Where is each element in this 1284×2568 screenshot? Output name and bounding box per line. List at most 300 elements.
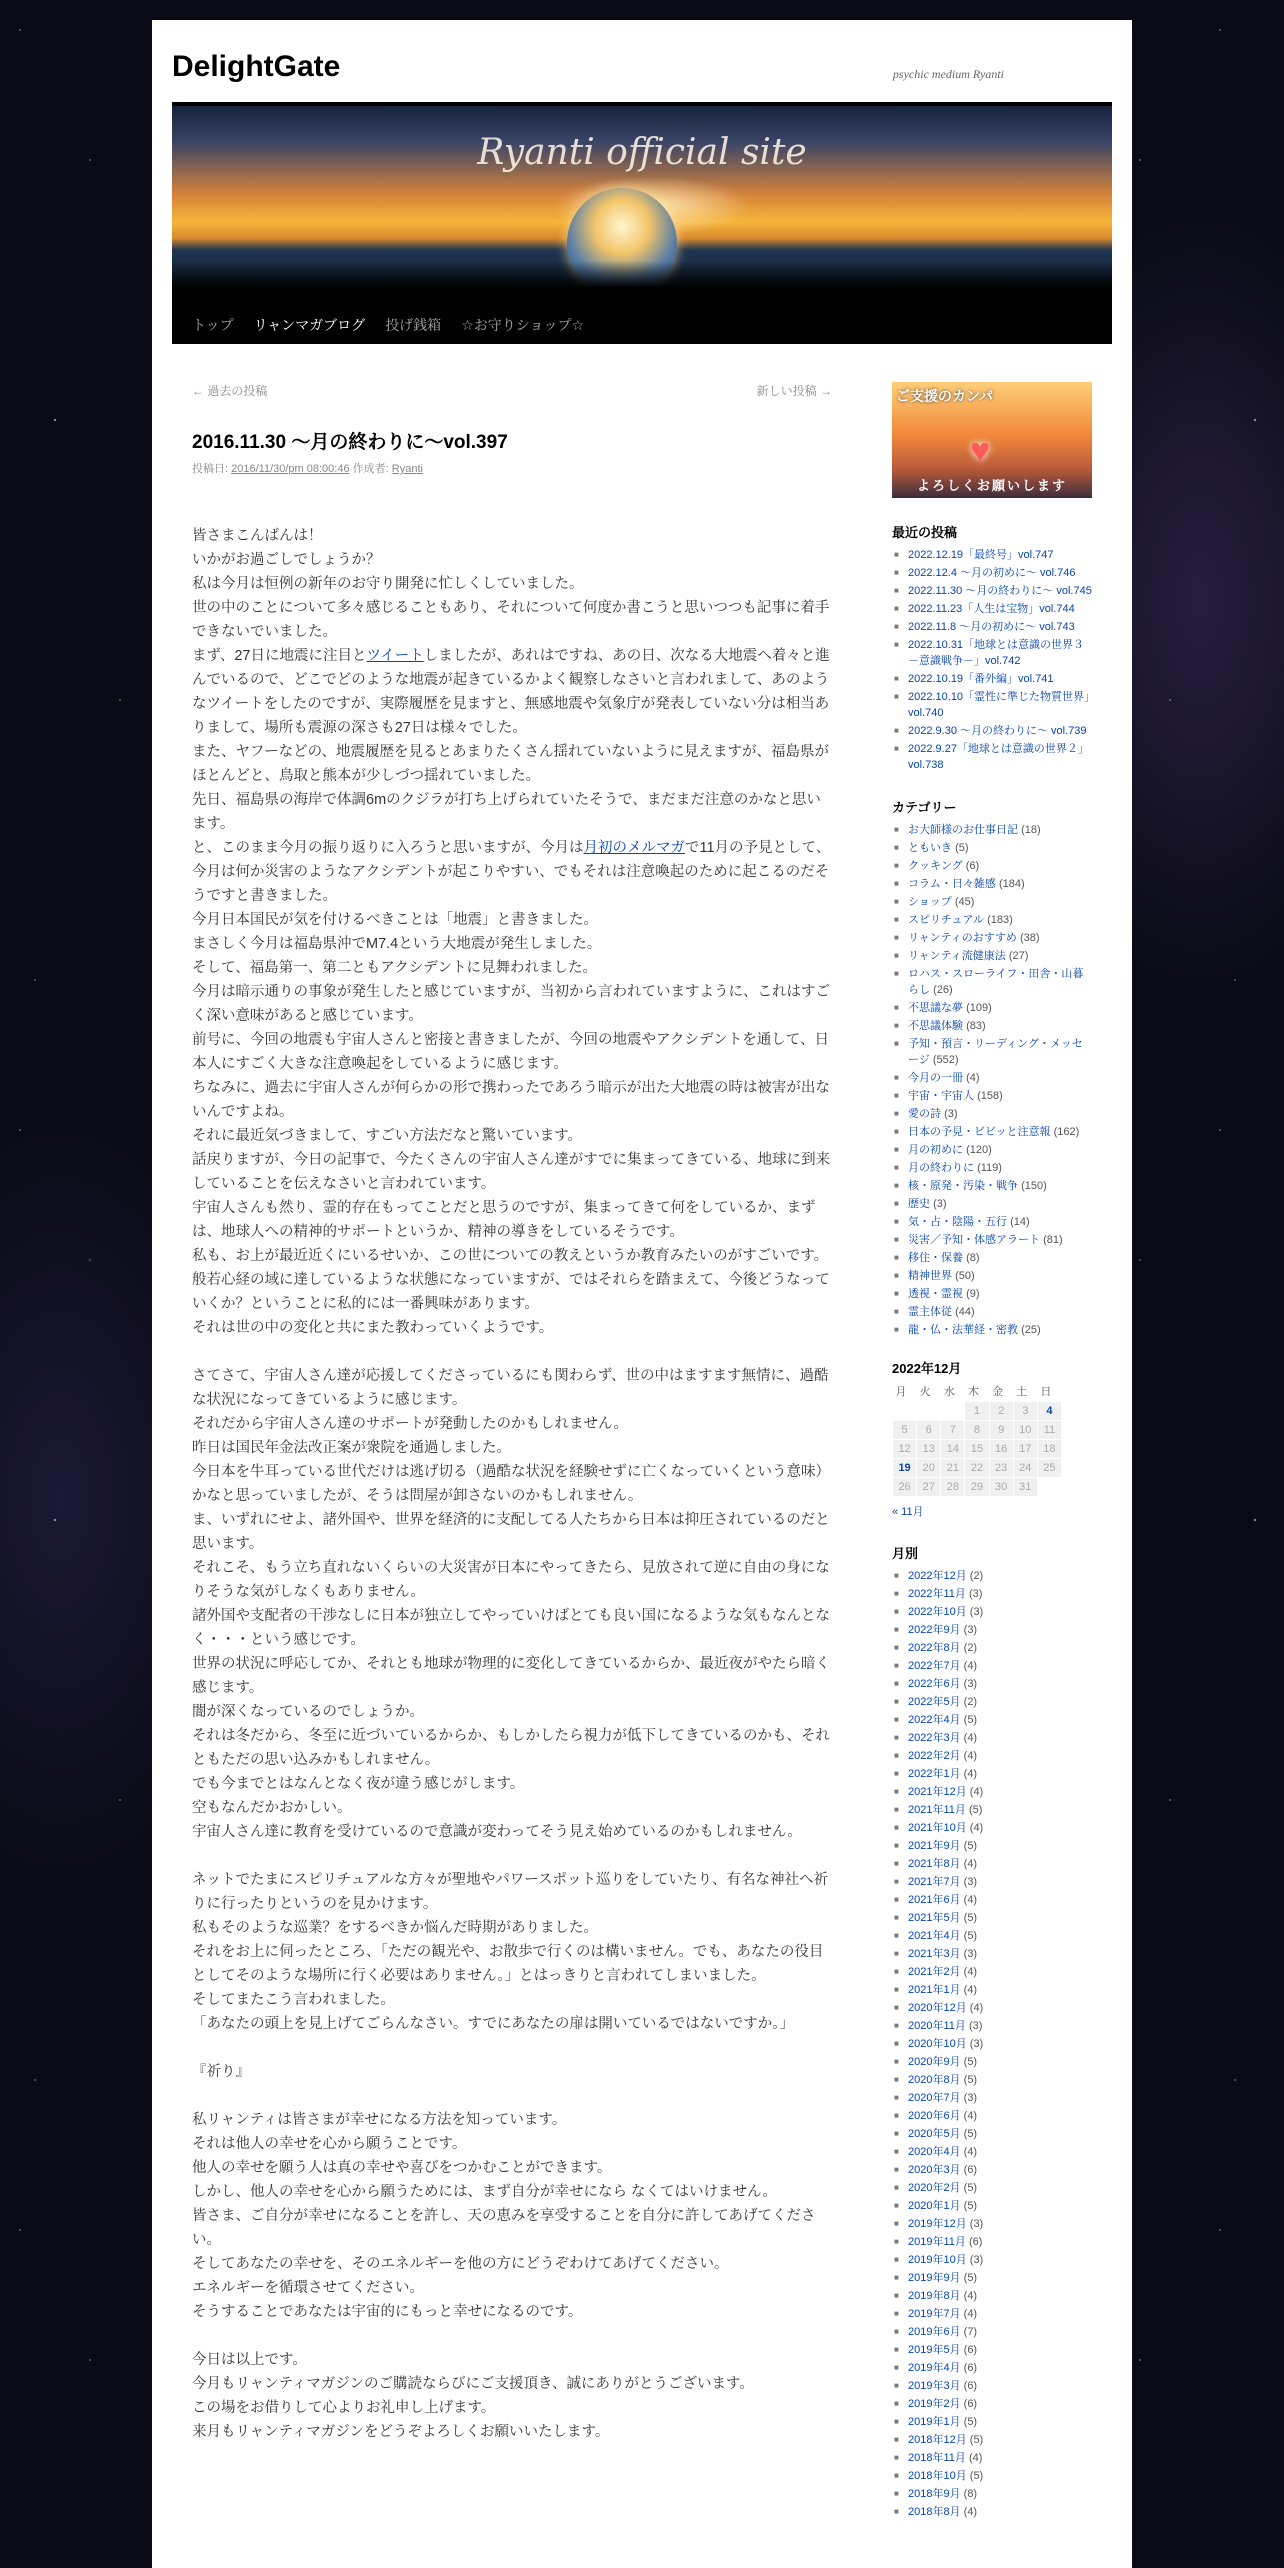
category-link[interactable]: 霊主体従 xyxy=(908,1306,952,1318)
archive-item xyxy=(892,2288,1092,2304)
archive-link[interactable]: 2022年2月 xyxy=(908,1750,961,1762)
category-link[interactable]: 予知・預言・リーディング・メッセージ xyxy=(908,1038,1083,1066)
donation-banner[interactable] xyxy=(892,382,1092,498)
archive-link[interactable]: 2022年3月 xyxy=(908,1732,961,1744)
calendar-day: 31 xyxy=(1013,1478,1037,1497)
paragraph-text: で11月の予見として、今月は何か災害のようなアクシデントが起こりやすい、でもそれは注意喚起のために起こるのだそうですと書きました。 xyxy=(192,840,831,904)
calendar-day: 17 xyxy=(1013,1440,1037,1459)
archive-link[interactable]: 2021年12月 xyxy=(908,1786,967,1798)
archive-item xyxy=(892,1982,1092,1998)
calendar-day: 25 xyxy=(1037,1459,1061,1478)
calendar-caption: 2022年12月 xyxy=(892,1361,962,1376)
archive-link[interactable]: 2020年3月 xyxy=(908,2164,961,2176)
archive-link[interactable]: 2021年2月 xyxy=(908,1966,961,1978)
archive-item xyxy=(892,1892,1092,1908)
category-link[interactable]: 龍・仏・法華経・密教 xyxy=(908,1324,1018,1336)
category-item xyxy=(892,1250,1092,1266)
archive-count: (4) xyxy=(963,1750,978,1762)
category-link[interactable]: 精神世界 xyxy=(908,1270,952,1282)
post-paragraph xyxy=(192,2084,832,2108)
calendar-day: 1 xyxy=(965,1402,989,1421)
calendar-day: 3 xyxy=(1013,1402,1037,1421)
post-paragraph: 他人の幸せを願う人は真の幸せや喜びをつかむことができます。 xyxy=(192,2160,612,2176)
category-item xyxy=(892,822,1092,838)
category-item xyxy=(892,930,1092,946)
sidebar xyxy=(892,382,1092,2522)
recent-post-link[interactable]: 2022.12.19「最終号」vol.747 xyxy=(908,549,1054,561)
archive-count: (4) xyxy=(963,1894,978,1906)
recent-post-link[interactable]: 2022.11.23「人生は宝物」vol.744 xyxy=(908,603,1075,615)
archive-link[interactable]: 2022年1月 xyxy=(908,1768,961,1780)
post-paragraph xyxy=(192,644,832,740)
author-link[interactable]: Ryanti xyxy=(391,463,423,475)
post-paragraph: そしてあなたの幸せを、そのエネルギーを他の方にどうぞわけてあげてください。 xyxy=(192,2256,729,2272)
category-link[interactable]: コラム・日々雑感 xyxy=(908,878,996,890)
category-count: (27) xyxy=(1008,950,1029,962)
archive-link[interactable]: 2021年4月 xyxy=(908,1930,961,1942)
archive-item xyxy=(892,2072,1092,2088)
calendar-empty-cell xyxy=(893,1402,917,1421)
calendar-day[interactable]: 19 xyxy=(893,1459,917,1478)
header-image-text: Ryanti official site xyxy=(477,132,807,173)
archive-count: (5) xyxy=(963,2416,978,2428)
paragraph-text: まず、27日に地震に注目と xyxy=(192,648,367,664)
category-item xyxy=(892,840,1092,856)
category-link[interactable]: ショップ xyxy=(908,896,952,908)
paragraph-text: と、このまま今月の振り返りに入ろうと思いますが、今月は xyxy=(192,840,584,856)
archive-item xyxy=(892,2144,1092,2160)
category-count: (9) xyxy=(966,1288,980,1300)
post-date-link[interactable]: 2016/11/30/pm 08:00:46 xyxy=(231,463,350,475)
category-count: (14) xyxy=(1010,1216,1030,1228)
archive-link[interactable]: 2020年12月 xyxy=(908,2002,967,2014)
recent-post-link[interactable]: 2022.11.30 ～月の終わりに～ vol.745 xyxy=(908,585,1092,597)
inline-link[interactable]: ツイート xyxy=(366,648,424,664)
archive-count: (3) xyxy=(963,2092,978,2104)
category-count: (44) xyxy=(955,1306,975,1318)
category-item xyxy=(892,966,1092,998)
author-label: 作成者: xyxy=(352,463,389,475)
archive-count: (2) xyxy=(963,1642,978,1654)
inline-link[interactable]: 月初のメルマガ xyxy=(583,840,685,856)
post-paragraph: 前号に、今回の地震も宇宙人さんと密接と書きましたが、今回の地震やアクシデントを通して、日本人にすごく大きな注意喚起をしているように感じます。 xyxy=(192,1032,829,1072)
calendar-day: 22 xyxy=(965,1459,989,1478)
category-link[interactable]: 核・原発・汚染・戦争 xyxy=(908,1180,1018,1192)
category-item xyxy=(892,876,1092,892)
archive-item xyxy=(892,2162,1092,2178)
post-paragraph: 話戻りますが、今日の記事で、今たくさんの宇宙人さん達がすでに集まってきている、地球に到来していることを伝えなさいと言われています。 xyxy=(192,1152,831,1192)
archive-count: (5) xyxy=(963,2182,978,2194)
archive-link[interactable]: 2022年5月 xyxy=(908,1696,961,1708)
archive-link[interactable]: 2019年9月 xyxy=(908,2272,961,2284)
category-item xyxy=(892,1178,1092,1194)
category-item xyxy=(892,1142,1092,1158)
archive-link[interactable]: 2021年11月 xyxy=(908,1804,966,1816)
archive-count: (6) xyxy=(963,2362,978,2374)
site-title[interactable]: DelightGate xyxy=(172,50,341,83)
calendar-day: 20 xyxy=(917,1459,941,1478)
archive-item xyxy=(892,2396,1092,2412)
category-count: (38) xyxy=(1019,932,1040,944)
archive-link[interactable]: 2022年6月 xyxy=(908,1678,961,1690)
archive-item xyxy=(892,1604,1092,1620)
calendar-day: 12 xyxy=(893,1440,917,1459)
category-count: (109) xyxy=(966,1002,992,1014)
post-paragraph: 私も、お上が最近近くにいるせいか、この世についての教えというか教育みたいのがすごいです。 xyxy=(192,1248,829,1264)
post-paragraph xyxy=(192,836,832,908)
menu-item-blog[interactable]: リャンマガブログ xyxy=(253,317,366,333)
menu-item-tip-box[interactable]: 投げ銭箱 xyxy=(385,317,442,333)
category-item xyxy=(892,1268,1092,1284)
archive-item xyxy=(892,1856,1092,1872)
archive-item xyxy=(892,2198,1092,2214)
calendar-day: 16 xyxy=(989,1440,1013,1459)
archive-link[interactable]: 2019年2月 xyxy=(908,2398,961,2410)
archive-count: (2) xyxy=(963,1696,978,1708)
archive-link[interactable]: 2022年7月 xyxy=(908,1660,961,1672)
calendar-day: 15 xyxy=(965,1440,989,1459)
category-link[interactable]: ロハス・スローライフ・田舎・山暮らし xyxy=(908,968,1084,996)
archive-item xyxy=(892,1784,1092,1800)
category-link[interactable]: 不思議な夢 xyxy=(908,1002,963,1014)
archive-link[interactable]: 2019年6月 xyxy=(908,2326,961,2338)
archive-count: (5) xyxy=(963,2056,978,2068)
site-description: psychic medium Ryanti xyxy=(892,67,1004,81)
category-link[interactable]: ともいき xyxy=(908,842,952,854)
archive-item xyxy=(892,1640,1092,1656)
archive-item xyxy=(892,1694,1092,1710)
archive-link[interactable]: 2022年12月 xyxy=(908,1570,967,1582)
archive-count: (6) xyxy=(963,2164,978,2176)
archive-item xyxy=(892,1928,1092,1944)
calendar-weekday: 水 xyxy=(943,1386,955,1398)
calendar-day: 8 xyxy=(965,1421,989,1440)
calendar-weekday: 日 xyxy=(1040,1386,1052,1398)
category-item xyxy=(892,1304,1092,1320)
category-item xyxy=(892,894,1092,910)
archive-link[interactable]: 2020年7月 xyxy=(908,2092,961,2104)
archive-link[interactable]: 2019年10月 xyxy=(908,2254,967,2266)
recent-post-link[interactable]: 2022.10.31「地球とは意識の世界３－意識戦争－」vol.742 xyxy=(908,639,1085,667)
archive-link[interactable]: 2019年1月 xyxy=(908,2416,961,2428)
category-count: (6) xyxy=(965,860,980,872)
post-paragraph: 来月もリャンティマガジンをどうぞよろしくお願いいたします。 xyxy=(192,2424,610,2440)
archive-count: (3) xyxy=(968,2020,983,2032)
archive-count: (5) xyxy=(963,2074,978,2086)
category-count: (552) xyxy=(932,1054,959,1066)
archive-link[interactable]: 2018年12月 xyxy=(908,2434,967,2446)
archive-link[interactable]: 2022年8月 xyxy=(908,1642,961,1654)
post-paragraph: 宇宙人さんも然り、霊的存在もってことだと思うのですが、集まってきて何をしているか、まずは、地球人への精神的サポートというか、精神の導きをしているそうです。 xyxy=(192,1200,816,1240)
recent-post-link[interactable]: 2022.9.30 ～月の終わりに～ vol.739 xyxy=(908,725,1087,737)
post-paragraph: そしてまたこう言われました。 xyxy=(192,1992,395,2008)
archive-link[interactable]: 2020年11月 xyxy=(908,2020,966,2032)
archive-link[interactable]: 2019年4月 xyxy=(908,2362,961,2374)
post-paragraph: 今月日本国民が気を付けるべきことは「地震」と書きました。 xyxy=(192,912,598,928)
post-meta xyxy=(192,460,832,476)
archive-item xyxy=(892,2450,1092,2466)
archive-item xyxy=(892,2036,1092,2052)
category-link[interactable]: 日本の予見・ビビッと注意報 xyxy=(908,1126,1051,1138)
calendar-day: 7 xyxy=(941,1421,965,1440)
archive-item xyxy=(892,2054,1092,2070)
menu-item-top[interactable]: トップ xyxy=(192,317,234,333)
category-item xyxy=(892,1088,1092,1104)
post-paragraph: それこそ、もう立ち直れないくらいの大災害が日本にやってきたら、見放されて逆に自由の身になりそうな気がしなくもありません。 xyxy=(192,1560,830,1600)
archive-link[interactable]: 2020年5月 xyxy=(908,2128,961,2140)
category-count: (18) xyxy=(1021,824,1041,836)
category-link[interactable]: クッキング xyxy=(908,860,963,872)
calendar-day: 6 xyxy=(917,1421,941,1440)
post-paragraph: 昨日は国民年金法改正案が衆院を通過しました。 xyxy=(192,1440,511,1456)
archive-link[interactable]: 2020年1月 xyxy=(908,2200,961,2212)
archive-link[interactable]: 2019年12月 xyxy=(908,2218,967,2230)
post-paragraph: 世界の状況に呼応してか、それとも地球が物理的に変化してきているからか、最近夜がやたら暗く感じます。 xyxy=(192,1656,830,1696)
archive-item xyxy=(892,2108,1092,2124)
post-navigation xyxy=(192,382,832,399)
post-paragraph: まさしく今月は福島県沖でM7.4という大地震が発生しました。 xyxy=(192,936,602,952)
archive-item xyxy=(892,2090,1092,2106)
category-item xyxy=(892,1322,1092,1338)
recent-post-item xyxy=(892,671,1092,687)
post-paragraph: ネットでたまにスピリチュアルな方々が聖地やパワースポット巡りをしていたり、有名な神社へ祈りに行ったりというのを見かけます。 xyxy=(192,1872,828,1912)
category-link[interactable]: 透視・霊視 xyxy=(908,1288,963,1300)
archive-item xyxy=(892,2018,1092,2034)
archive-link[interactable]: 2020年2月 xyxy=(908,2182,961,2194)
archive-link[interactable]: 2019年3月 xyxy=(908,2380,961,2392)
category-item xyxy=(892,1214,1092,1230)
archive-link[interactable]: 2021年5月 xyxy=(908,1912,961,1924)
recent-post-item xyxy=(892,619,1092,635)
archive-link[interactable]: 2020年8月 xyxy=(908,2074,961,2086)
recent-post-link[interactable]: 2022.11.8 ～月の初めに～ vol.743 xyxy=(908,621,1075,633)
calendar-day: 26 xyxy=(893,1478,917,1497)
archive-link[interactable]: 2019年8月 xyxy=(908,2290,961,2302)
post-paragraph: 宇宙人さん達に教育を受けているので意識が変わってそう見え始めているのかもしれません。 xyxy=(192,1824,802,1840)
archive-link[interactable]: 2020年9月 xyxy=(908,2056,961,2068)
next-post-link[interactable]: 新しい投稿 → xyxy=(756,384,832,398)
recent-posts-list xyxy=(892,547,1092,773)
category-count: (150) xyxy=(1021,1180,1047,1192)
archive-link[interactable]: 2021年3月 xyxy=(908,1948,961,1960)
category-item xyxy=(892,1232,1092,1248)
recent-post-link[interactable]: 2022.10.19「番外編」vol.741 xyxy=(908,673,1054,685)
previous-post-link[interactable]: ← 過去の投稿 xyxy=(192,384,268,398)
category-link[interactable]: 月の初めに xyxy=(908,1144,963,1156)
post-paragraph: 空もなんだかおかしい。 xyxy=(192,1800,352,1816)
main-menu xyxy=(172,306,1112,344)
category-link[interactable]: 移住・保養 xyxy=(908,1252,963,1264)
recent-post-item xyxy=(892,601,1092,617)
archive-item xyxy=(892,1748,1092,1764)
category-link[interactable]: スピリチュアル xyxy=(908,914,985,926)
archive-item xyxy=(892,2342,1092,2358)
post-paragraph: それに最近気づきまして、すごい方法だなと驚いています。 xyxy=(192,1128,583,1144)
archive-count: (4) xyxy=(969,2002,984,2014)
recent-posts-title: 最近の投稿 xyxy=(892,525,958,540)
archive-link[interactable]: 2021年10月 xyxy=(908,1822,967,1834)
calendar-day: 24 xyxy=(1013,1459,1037,1478)
archive-item xyxy=(892,2216,1092,2232)
archives-list xyxy=(892,1568,1092,2520)
category-link[interactable]: リャンティのおすすめ xyxy=(908,932,1017,944)
category-count: (3) xyxy=(944,1108,958,1120)
archive-count: (5) xyxy=(963,1912,978,1924)
archive-count: (3) xyxy=(969,2254,984,2266)
archive-count: (3) xyxy=(969,2218,984,2230)
archive-count: (4) xyxy=(963,2146,978,2158)
menu-item-shop[interactable]: ☆お守りショップ☆ xyxy=(461,317,585,333)
category-item xyxy=(892,1196,1092,1212)
archive-link[interactable]: 2020年4月 xyxy=(908,2146,961,2158)
heart-hands-icon: ♥ xyxy=(970,432,991,470)
post-paragraph: 私リャンティは皆さまが幸せになる方法を知っています。 xyxy=(192,2112,567,2128)
post-paragraph xyxy=(192,2324,832,2348)
category-link[interactable]: 今月の一冊 xyxy=(908,1072,963,1084)
category-link[interactable]: 歴史 xyxy=(908,1198,930,1210)
calendar-prev-month-link[interactable]: « 11月 xyxy=(892,1506,924,1518)
calendar-weekday: 木 xyxy=(967,1386,979,1398)
post-paragraph: でも今までとはなんとなく夜が違う感じがします。 xyxy=(192,1776,525,1792)
calendar-day: 13 xyxy=(917,1440,941,1459)
post-paragraph: それは冬だから、冬至に近づいているからか、もしかしたら視力が低下してきているのかも、それともただの思い込みかもしれません。 xyxy=(192,1728,830,1768)
category-count: (5) xyxy=(955,842,969,854)
category-count: (120) xyxy=(966,1144,992,1156)
archive-count: (5) xyxy=(963,2200,978,2212)
calendar-day: 2 xyxy=(989,1402,1013,1421)
category-item xyxy=(892,1000,1092,1016)
archive-item xyxy=(892,1658,1092,1674)
post-paragraph: 今日本を牛耳っている世代だけは逃げ切る（過酷な状況を経験せずに亡くなっていくという意味）かなと思っていましたが、そうは問屋が卸さないのかもしれません。 xyxy=(192,1464,830,1504)
calendar-day[interactable]: 4 xyxy=(1037,1402,1061,1421)
calendar-day: 14 xyxy=(941,1440,965,1459)
archive-item xyxy=(892,2180,1092,2196)
category-link[interactable]: 宇宙・宇宙人 xyxy=(908,1090,974,1102)
post-paragraph: さてさて、宇宙人さん達が応援してくださっているにも関わらず、世の中はますます無情に、過酷な状況になってきているように感じます。 xyxy=(192,1368,829,1408)
archive-link[interactable]: 2022年4月 xyxy=(908,1714,961,1726)
calendar-empty-cell xyxy=(1037,1478,1061,1497)
archive-link[interactable]: 2021年6月 xyxy=(908,1894,961,1906)
archive-link[interactable]: 2021年9月 xyxy=(908,1840,961,1852)
archive-link[interactable]: 2020年6月 xyxy=(908,2110,961,2122)
category-item xyxy=(892,912,1092,928)
category-count: (3) xyxy=(933,1198,947,1210)
archive-count: (5) xyxy=(963,1714,978,1726)
calendar-empty-cell xyxy=(917,1402,941,1421)
post-paragraph: 『祈り』 xyxy=(192,2064,250,2080)
archive-count: (3) xyxy=(968,1588,983,1600)
archive-link[interactable]: 2019年11月 xyxy=(908,2236,966,2248)
category-link[interactable]: 愛の詩 xyxy=(908,1108,941,1120)
category-item xyxy=(892,1160,1092,1176)
category-count: (25) xyxy=(1021,1324,1041,1336)
recent-post-item xyxy=(892,547,1092,563)
archive-item xyxy=(892,2252,1092,2268)
category-link[interactable]: リャンティ流健康法 xyxy=(908,950,1006,962)
post-title: 2016.11.30 ～月の終わりに～vol.397 xyxy=(192,432,508,453)
category-item xyxy=(892,858,1092,874)
post-paragraph: それは世の中の変化と共にまた教わっていくようです。 xyxy=(192,1320,554,1336)
category-link[interactable]: 月の終わりに xyxy=(908,1162,974,1174)
archive-count: (6) xyxy=(968,2236,983,2248)
category-count: (183) xyxy=(987,914,1013,926)
archive-count: (4) xyxy=(963,1660,978,1672)
archive-link[interactable]: 2022年9月 xyxy=(908,1624,961,1636)
calendar-weekday: 火 xyxy=(919,1386,931,1398)
archive-count: (4) xyxy=(963,2110,978,2122)
calendar-day: 9 xyxy=(989,1421,1013,1440)
post-paragraph: それをお上に伺ったところ、「ただの観光や、お散歩で行くのは構いません。でも、あなたの役目としてそのような場所に行く必要はありません。」とはっきりと言われてしまいました。 xyxy=(192,1944,824,1984)
archive-count: (4) xyxy=(963,1984,978,1996)
post-paragraph: ちなみに、過去に宇宙人さんが何らかの形で携わったであろう暗示が出た大地震の時は被害が出ないんですよね。 xyxy=(192,1080,830,1120)
archive-item xyxy=(892,2234,1092,2250)
categories-title: カテゴリー xyxy=(892,800,957,815)
post-paragraph: 般若心経の域に達しているような状態になっていますが、ではそれらを踏まえて、今後どうなっていくか？ということに私的には一番興味があります。 xyxy=(192,1272,830,1312)
banner-subtitle: よろしくお願いします xyxy=(916,478,1067,493)
archive-item xyxy=(892,1802,1092,1818)
category-count: (81) xyxy=(1043,1234,1063,1246)
archive-link[interactable]: 2022年10月 xyxy=(908,1606,967,1618)
category-item xyxy=(892,1124,1092,1140)
archive-link[interactable]: 2019年7月 xyxy=(908,2308,961,2320)
archive-count: (6) xyxy=(963,2398,978,2410)
archive-item xyxy=(892,2000,1092,2016)
calendar-day: 18 xyxy=(1037,1440,1061,1459)
post-paragraph: また、ヤフーなどの、地震履歴を見るとあまりたくさん揺れていないように見えますが、福島県がほとんどと、鳥取と熊本が少しづつ揺れていました。 xyxy=(192,744,829,784)
archive-item xyxy=(892,2468,1092,2484)
category-count: (162) xyxy=(1053,1126,1080,1138)
archive-item xyxy=(892,2270,1092,2286)
archive-item xyxy=(892,2324,1092,2340)
archive-link[interactable]: 2020年10月 xyxy=(908,2038,967,2050)
category-link[interactable]: 気・占・陰陽・五行 xyxy=(908,1216,1007,1228)
post-paragraph: 皆さま、ご自分が幸せになることを許し、天の恵みを享受することを自分に許してあげてください。 xyxy=(192,2208,816,2248)
post-paragraph: それだから宇宙人さん達のサポートが発動したのかもしれません。 xyxy=(192,1416,628,1432)
archive-link[interactable]: 2018年11月 xyxy=(908,2452,966,2464)
archive-count: (3) xyxy=(963,1624,978,1636)
recent-post-link[interactable]: 2022.10.10「霊性に準じた物質世界」vol.740 xyxy=(908,691,1090,719)
archive-link[interactable]: 2021年7月 xyxy=(908,1876,961,1888)
calendar-empty-cell xyxy=(941,1402,965,1421)
post-paragraph xyxy=(192,2036,832,2060)
calendar-weekday: 金 xyxy=(992,1386,1004,1398)
post-paragraph: 先日、福島県の海岸で体調6mのクジラが打ち上げられていたそうで、まだまだ注意のかなと思います。 xyxy=(192,792,821,832)
archive-link[interactable]: 2018年8月 xyxy=(908,2506,961,2518)
archive-count: (4) xyxy=(963,2308,978,2320)
archive-item xyxy=(892,1964,1092,1980)
posted-on-label: 投稿日: xyxy=(192,463,229,475)
calendar-day: 21 xyxy=(941,1459,965,1478)
archive-link[interactable]: 2021年1月 xyxy=(908,1984,961,1996)
archive-count: (4) xyxy=(963,1732,978,1744)
category-count: (83) xyxy=(966,1020,986,1032)
archive-link[interactable]: 2022年11月 xyxy=(908,1588,966,1600)
archive-count: (5) xyxy=(963,1930,978,1942)
category-link[interactable]: 不思議体験 xyxy=(908,1020,963,1032)
archive-count: (6) xyxy=(963,2380,978,2392)
post-paragraph: それは他人の幸せを心から願うことです。 xyxy=(192,2136,467,2152)
archive-link[interactable]: 2018年9月 xyxy=(908,2488,961,2500)
category-link[interactable]: 災害／予知・体感アラート xyxy=(908,1234,1040,1246)
recent-post-link[interactable]: 2022.9.27「地球とは意識の世界２」vol.738 xyxy=(908,743,1089,771)
archive-link[interactable]: 2018年10月 xyxy=(908,2470,967,2482)
archive-link[interactable]: 2019年5月 xyxy=(908,2344,961,2356)
archive-item xyxy=(892,1676,1092,1692)
archive-link[interactable]: 2021年8月 xyxy=(908,1858,961,1870)
recent-post-link[interactable]: 2022.12.4 ～月の初めに～ vol.746 xyxy=(908,567,1076,579)
category-link[interactable]: お大師様のお仕事日記 xyxy=(908,824,1018,836)
archive-count: (5) xyxy=(969,2434,984,2446)
